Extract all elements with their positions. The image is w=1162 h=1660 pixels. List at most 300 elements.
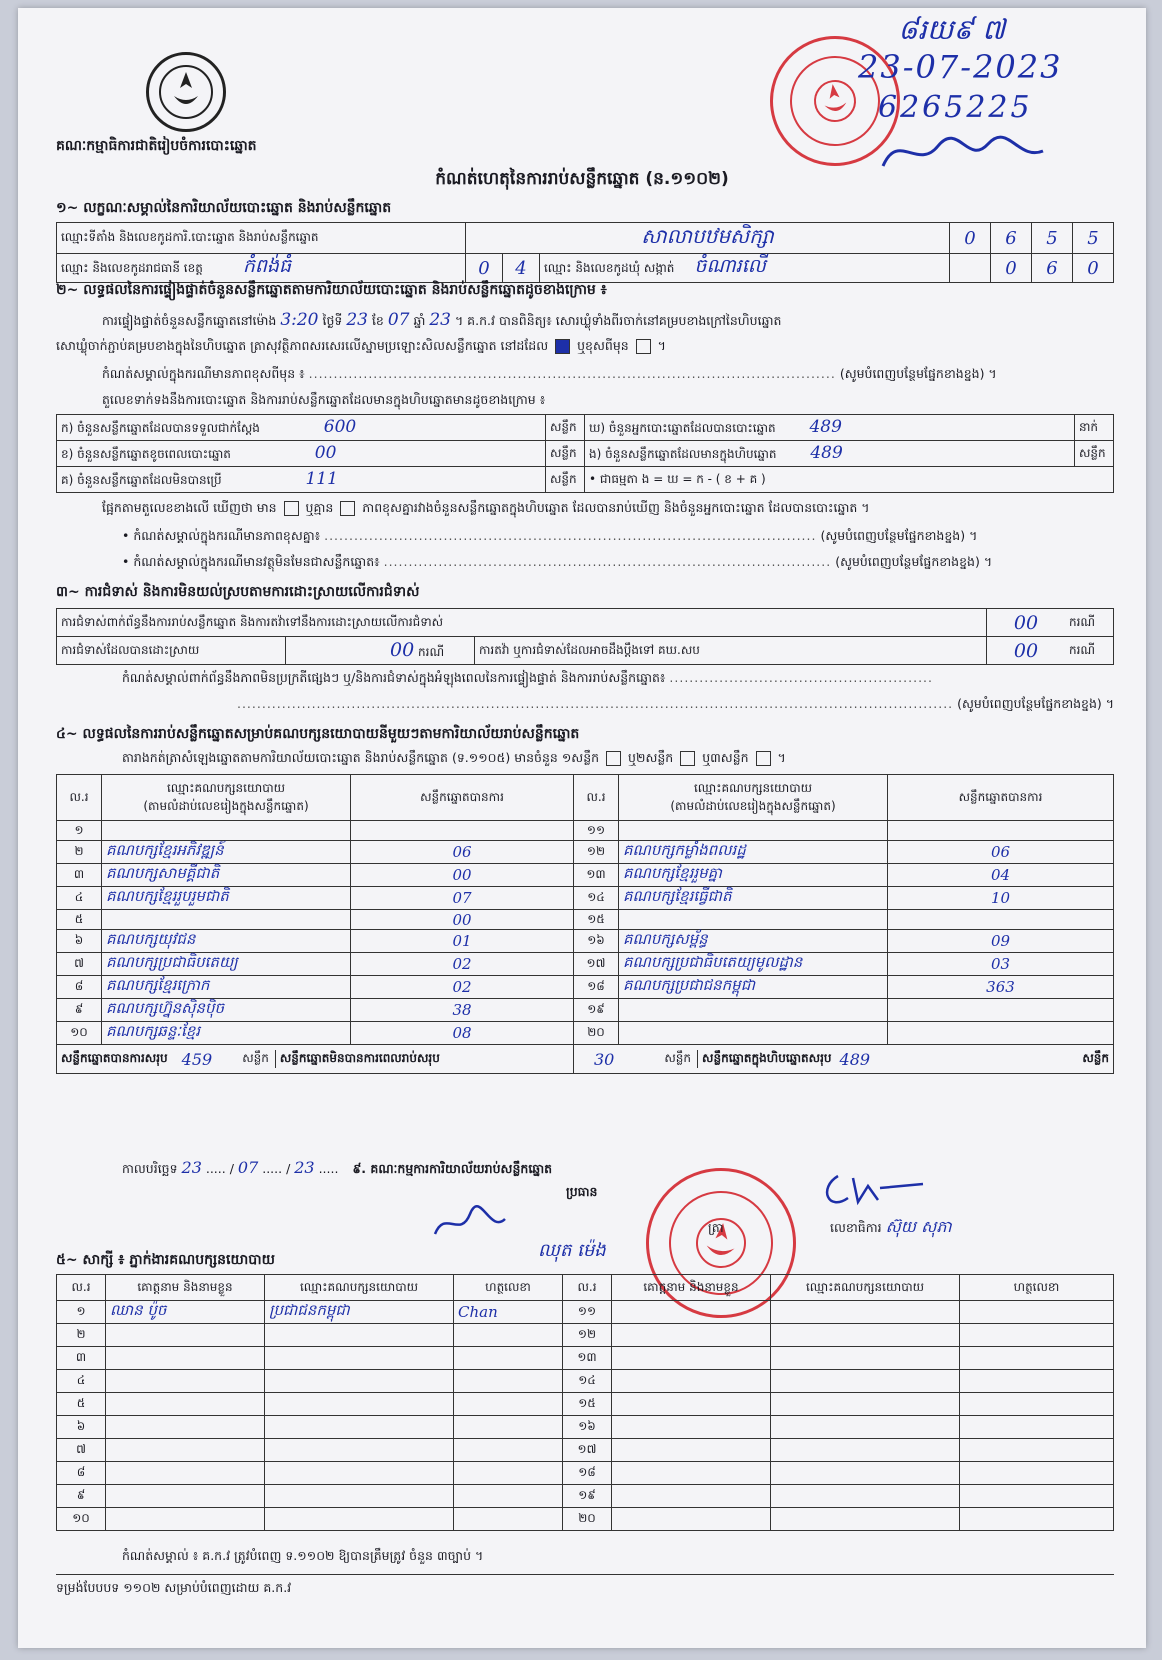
witness-name (106, 1347, 265, 1370)
tally-or-2: ឬ២សន្លឹក (628, 750, 674, 765)
table-row (57, 467, 1114, 493)
province-value: កំពង់ធំ (242, 255, 292, 277)
form-paper (18, 8, 1146, 1648)
witness-party (771, 1301, 960, 1324)
witness-no: ១១ (563, 1301, 612, 1324)
province-label: ឈ្មោះ និងលេខកូដរាជធានី ខេត្ត (61, 261, 203, 275)
footer-form-note: ទម្រង់បែបបទ ១១០២ សម្រាប់បំពេញដោយ គ.ក.វ (56, 1580, 292, 1595)
difference-bullet-line: • កំណត់សម្គាល់ក្នុងករណីមានភាពខុសគ្នា៖ ................................................................................................... (សូមបំពេញបន្ថែមផ្នែកខាងខ្នង) ។ (122, 528, 978, 543)
stamp-label: ត្រា (708, 1220, 724, 1235)
col-party-title: ឈ្មោះគណបក្សនយោបាយ (166, 780, 286, 795)
witness-name (612, 1462, 771, 1485)
witness-signature (454, 1462, 563, 1485)
has-discrepancy-checkbox[interactable] (284, 501, 299, 516)
witness-no: ៩ (57, 1485, 106, 1508)
section5-heading: ៥~ សាក្សី ៖ ភ្នាក់ងារគណបក្សនយោបាយ (56, 1252, 275, 1268)
col-party-header (102, 775, 351, 821)
location-table (56, 222, 1114, 283)
tally-sheets-line: តារាងកត់ត្រាសំឡេងឆ្នោតតាមការិយាល័យបោះឆ្នោត និងរាប់សន្លឹកឆ្នោត (ទ.១១០៥) មានចំនួន ១សន្លឹក ឬ២សន្លឹក ឬ៣សន្លឹក ។ (122, 750, 786, 765)
secretary-name: ស៊ុយ សុភា (885, 1217, 952, 1236)
party-name: គណបក្សហ្វ៊ុនស៊ិនប៉ិច (102, 999, 351, 1022)
witness-no: ១ (57, 1301, 106, 1324)
table-row (57, 930, 1114, 953)
stamp-emblem-icon (807, 73, 863, 129)
totals-row (57, 1045, 1114, 1074)
party-votes (888, 821, 1114, 841)
figure-value2: 489 (810, 443, 843, 463)
party-name: គណបក្សសម្ព័ន្ធ (619, 930, 888, 953)
tally-sheets-text: តារាងកត់ត្រាសំឡេងឆ្នោតតាមការិយាល័យបោះឆ្នោត និងរាប់សន្លឹកឆ្នោត (ទ.១១០៥) មានចំនួន ១សន្លឹក (122, 750, 600, 765)
commune-code-digit (950, 254, 991, 283)
witness-name (612, 1370, 771, 1393)
figure-unit2: នាក់ (1075, 415, 1114, 441)
party-name: គណបក្សខ្មែរអភិវឌ្ឍន៍ (102, 841, 351, 864)
party-name (102, 821, 351, 841)
total-invalid-value: 30 (594, 1049, 615, 1069)
different-checkbox[interactable] (636, 339, 651, 354)
section2-heading: ២~ លទ្ធផលនៃការផ្ទៀងផ្ទាត់ចំនួនសន្លឹកឆ្នោតតាមការិយាល័យបោះឆ្នោត និងរាប់សន្លឹកឆ្នោតដូចខាងក្រោម ៖ (56, 282, 607, 298)
party-no: ១៤ (574, 887, 619, 910)
party-no: ៥ (57, 910, 102, 930)
two-sheets-checkbox[interactable] (680, 751, 695, 766)
discrepancy-text-c: ភាពខុសគ្នារវាងចំនួនសន្លឹកឆ្នោតក្នុងហិបឆ្នោត ដែលបានរាប់ឃើញ និងចំនួនអ្នកបោះឆ្នោត ដែលបានបោះឆ្នោត ។ (362, 500, 870, 515)
verification-text-d: ឆ្នាំ (413, 313, 426, 328)
party-votes (888, 910, 1114, 930)
verification-time: 3:20 (280, 310, 319, 330)
footer-divider (56, 1574, 1114, 1575)
date-label: កាលបរិច្ឆេទ (122, 1161, 178, 1176)
difference-bullet: • កំណត់សម្គាល់ក្នុងករណីមានភាពខុសគ្នា៖ (122, 528, 321, 543)
witness-name (612, 1301, 771, 1324)
witness-name (106, 1370, 265, 1393)
party-name (619, 1022, 888, 1045)
party-votes: 06 (351, 841, 574, 864)
witness-party: ប្រជាជនកម្ពុជា (265, 1301, 454, 1324)
witness-name (612, 1324, 771, 1347)
party-votes: 02 (351, 976, 574, 999)
witness-party (265, 1324, 454, 1347)
org-name: គណៈកម្មាធិការជាតិរៀបចំការបោះឆ្នោត (56, 138, 257, 154)
witness-party (771, 1324, 960, 1347)
total-box-value: 489 (839, 1049, 871, 1069)
secretary-label: លេខាធិការ (830, 1220, 882, 1235)
witness-signature (960, 1347, 1114, 1370)
date-day: 23 (181, 1158, 202, 1177)
province-code-digit: 0 (466, 254, 503, 283)
three-sheets-checkbox[interactable] (756, 751, 771, 766)
national-emblem-logo (146, 52, 226, 132)
witness-signature (454, 1485, 563, 1508)
witness-name: ឈាន ប៉ូច (106, 1301, 265, 1324)
witness-no: ១៦ (563, 1416, 612, 1439)
footnote: កំណត់សម្គាល់ ៖ គ.ក.វ ត្រូវបំពេញ ទ.១១០២ ឱ្យបានត្រឹមត្រូវ ចំនួន ៣ច្បាប់ ។ (122, 1548, 484, 1563)
discrepancy-line (102, 500, 870, 519)
witness-name (106, 1393, 265, 1416)
party-no: ៧ (57, 953, 102, 976)
tally-or-3: ឬ៣សន្លឹក (702, 750, 749, 765)
table-row (57, 415, 1114, 441)
party-votes (351, 821, 574, 841)
appeal-unit: ករណី (1065, 637, 1114, 665)
witness-party (265, 1370, 454, 1393)
figure-label2: ង) ចំនួនសន្លឹកឆ្នោតដែលមានក្នុងហិបឆ្នោត (589, 447, 777, 461)
party-name: គណបក្សសាមគ្គីជាតិ (102, 864, 351, 887)
witness-party (265, 1393, 454, 1416)
location-code-digit: 5 (1073, 223, 1114, 254)
witness-party (265, 1347, 454, 1370)
party-votes: 06 (888, 841, 1114, 864)
location-code-digit: 0 (950, 223, 991, 254)
party-no: ១០ (57, 1022, 102, 1045)
witness-no: ៥ (57, 1393, 106, 1416)
party-results-table (56, 774, 1114, 1074)
witness-name (106, 1324, 265, 1347)
witness-party (771, 1347, 960, 1370)
witness-party (771, 1508, 960, 1531)
party-name: គណបក្សខ្មែររួមគ្នា (619, 864, 888, 887)
complaints-label: ការជំទាស់ពាក់ព័ន្ធនឹងការរាប់សន្លឹកឆ្នោត និងការតវ៉ាទៅនឹងការដោះស្រាយលើការជំទាស់ (57, 609, 987, 637)
witness-name (612, 1393, 771, 1416)
party-name (619, 821, 888, 841)
witness-signature (454, 1324, 563, 1347)
col-votes-header: សន្លឹកឆ្នោតបានការ (351, 775, 574, 821)
witness-no: ១០ (57, 1508, 106, 1531)
irregularity-note: កំណត់សម្គាល់ពាក់ព័ន្ធនឹងភាពមិនប្រក្រតីផ្សេងៗ ឬ/និងការជំទាស់ក្នុងអំឡុងពេលនៃការផ្ទៀងផ្ទាត់ និងការរាប់សន្លឹកឆ្នោត៖ (122, 670, 666, 685)
party-no: ៣ (57, 864, 102, 887)
total-valid-value: 459 (181, 1049, 213, 1069)
party-name (619, 999, 888, 1022)
witness-no: ៨ (57, 1462, 106, 1485)
witness-signature (960, 1508, 1114, 1531)
resolved-value: 00 (390, 639, 415, 661)
witness-no: ២០ (563, 1508, 612, 1531)
table-row (57, 887, 1114, 910)
witness-party (265, 1462, 454, 1485)
party-no: ១៨ (574, 976, 619, 999)
witness-signature (960, 1393, 1114, 1416)
witness-name (612, 1347, 771, 1370)
ballot-figures-table (56, 414, 1114, 493)
one-sheet-checkbox[interactable] (606, 751, 621, 766)
figure-label: ក) ចំនួនសន្លឹកឆ្នោតដែលបានទទួលជាក់ស្តែង (61, 421, 260, 435)
col-no-header: ល.រ (574, 775, 619, 821)
president-name: ឈុត ម៉េង (538, 1240, 606, 1261)
w-col-sign: ហត្ថលេខា (454, 1275, 563, 1301)
table-row (57, 999, 1114, 1022)
party-no: ៨ (57, 976, 102, 999)
witness-signature (454, 1347, 563, 1370)
party-no: ២ (57, 841, 102, 864)
witness-signature (960, 1324, 1114, 1347)
president-label: ប្រធាន (566, 1184, 598, 1199)
president-signature (430, 1204, 510, 1244)
date-year: 23 (294, 1158, 315, 1177)
table-row (57, 864, 1114, 887)
verification-year: 23 (429, 310, 451, 330)
party-no: ១៦ (574, 930, 619, 953)
party-no: ២០ (574, 1022, 619, 1045)
col-no-header: ល.រ (57, 775, 102, 821)
party-votes: 00 (351, 864, 574, 887)
witness-name (612, 1439, 771, 1462)
table-row (57, 1022, 1114, 1045)
stamp-number: 6265225 (878, 90, 1033, 125)
emblem-icon (156, 62, 216, 122)
witness-signature: Chan (454, 1301, 563, 1324)
table-row (57, 1393, 1114, 1416)
witness-party (771, 1370, 960, 1393)
party-votes: 00 (351, 910, 574, 930)
handwritten-note-top: ៨រយ៩ ៧ (898, 13, 1006, 46)
witness-signature (960, 1301, 1114, 1324)
section3-heading: ៣~ ការជំទាស់ និងការមិនយល់ស្របតាមការដោះស្រាយលើការជំទាស់ (56, 584, 420, 600)
w-col-no: ល.រ (57, 1275, 106, 1301)
seal-status-line: សោឃ្លុំចាក់ភ្ជាប់គម្របខាងក្នុងនៃហិបឆ្នោត ត្រាសុវត្ថិភាពសរសេរលើស្នាមប្រឡោះសិលសន្លឹកឆ្នោត នៅដដែល ឬខុសពីមុន ។ (56, 338, 666, 353)
discrepancy-text-a: ផ្អែកតាមតួលេខខាងលើ ឃើញថា មាន (102, 500, 277, 515)
figure-unit2: សន្លឹក (1075, 441, 1114, 467)
party-no: ១៩ (574, 999, 619, 1022)
verification-month: 07 (387, 310, 410, 330)
table-row (57, 976, 1114, 999)
form-title: កំណត់ហេតុនៃការរាប់សន្លឹកឆ្នោត (ន.១១០២) (435, 169, 729, 189)
party-votes: 01 (351, 930, 574, 953)
discrepancy-text-b: ឬគ្មាន (305, 500, 334, 515)
total-invalid-label: សន្លឹកឆ្នោតមិនបានការពេលរាប់សរុប (279, 1051, 440, 1065)
total-box-label: សន្លឹកឆ្នោតក្នុងហិបឆ្នោតសរុប (702, 1051, 832, 1065)
witness-signature (454, 1508, 563, 1531)
verification-line (102, 310, 781, 332)
party-no: ៦ (57, 930, 102, 953)
figure-label: គ) ចំនួនសន្លឹកឆ្នោតដែលមិនបានប្រើ (61, 473, 222, 487)
date-month: 07 (237, 1158, 259, 1177)
province-code-digit: 4 (503, 254, 540, 283)
witness-name (106, 1416, 265, 1439)
col-party-title: ឈ្មោះគណបក្សនយោបាយ (693, 780, 813, 795)
witness-name (612, 1485, 771, 1508)
witness-no: ៣ (57, 1347, 106, 1370)
table-row (57, 1324, 1114, 1347)
party-name: គណបក្សឆន្ទៈខ្មែរ (102, 1022, 351, 1045)
table-row (57, 1462, 1114, 1485)
total-valid-label: សន្លឹកឆ្នោតបានការសរុប (61, 1051, 168, 1065)
witness-party (265, 1485, 454, 1508)
w-col-name: គោត្តនាម និងនាមខ្លួន (106, 1275, 265, 1301)
no-discrepancy-checkbox[interactable] (340, 501, 355, 516)
party-votes: 07 (351, 887, 574, 910)
witness-no: ១៤ (563, 1370, 612, 1393)
w-col-sign: ហត្ថលេខា (960, 1275, 1114, 1301)
figure-unit: សន្លឹក (546, 467, 585, 493)
complaints-unit: ករណី (1065, 609, 1114, 637)
table-row (57, 441, 1114, 467)
witness-party (265, 1416, 454, 1439)
witness-no: ៤ (57, 1370, 106, 1393)
party-votes: 10 (888, 887, 1114, 910)
party-votes: 38 (351, 999, 574, 1022)
foreign-object-bullet: • កំណត់សម្គាល់ក្នុងករណីមានវត្ថុមិនមែនជាសន្លឹកឆ្នោត៖ (122, 554, 380, 569)
ballot-figures-intro: តួលេខទាក់ទងនឹងការបោះឆ្នោត និងការរាប់សន្លឹកឆ្នោតដែលមានក្នុងហិបឆ្នោតមានដូចខាងក្រោម ៖ (102, 392, 546, 407)
table-row (57, 1347, 1114, 1370)
witness-name (106, 1485, 265, 1508)
irregularity-note-fill-line: ................................................................................................................................................ (សូមបំពេញបន្ថែមផ្នែកខាងខ្នង) ។ (236, 696, 1114, 711)
col-votes-header: សន្លឹកឆ្នោតបានការ (888, 775, 1114, 821)
witness-no: ៧ (57, 1439, 106, 1462)
party-no: ១ (57, 821, 102, 841)
party-votes: 363 (888, 976, 1114, 999)
table-row (57, 841, 1114, 864)
location-code-digit: 5 (1032, 223, 1073, 254)
party-name: គណបក្សខ្មែរធ្វើជាតិ (619, 887, 888, 910)
witness-no: ១៩ (563, 1485, 612, 1508)
witness-table (56, 1274, 1114, 1531)
witness-signature (454, 1439, 563, 1462)
complaints-value: 00 (987, 609, 1066, 637)
table-row (57, 1439, 1114, 1462)
party-name: គណបក្សកម្លាំងពលរដ្ឋ (619, 841, 888, 864)
location-code-digit: 6 (991, 223, 1032, 254)
w-col-party: ឈ្មោះគណបក្សនយោបាយ (265, 1275, 454, 1301)
commune-code-digit: 6 (1032, 254, 1073, 283)
party-no: ១២ (574, 841, 619, 864)
witness-name (106, 1508, 265, 1531)
party-votes: 09 (888, 930, 1114, 953)
witness-party (265, 1508, 454, 1531)
figure-value2: 489 (809, 417, 842, 437)
figure-value: 00 (314, 443, 337, 463)
witness-signature (960, 1485, 1114, 1508)
party-no: ១១ (574, 821, 619, 841)
commune-label: ឈ្មោះ និងលេខកូដឃុំ សង្កាត់ (544, 261, 675, 275)
figure-value: 111 (305, 469, 338, 489)
witness-signature (960, 1416, 1114, 1439)
party-name: គណបក្សប្រជាជនកម្ពុជា (619, 976, 888, 999)
commune-code-digit: 0 (1073, 254, 1114, 283)
party-name (619, 910, 888, 930)
witness-party (771, 1393, 960, 1416)
party-no: ៤ (57, 887, 102, 910)
witness-no: ២ (57, 1324, 106, 1347)
party-no: ៩ (57, 999, 102, 1022)
resolved-unit: ករណី (418, 645, 445, 659)
verification-text-c: ខែ (371, 313, 384, 328)
seal-status-text: សោឃ្លុំចាក់ភ្ជាប់គម្របខាងក្នុងនៃហិបឆ្នោត ត្រាសុវត្ថិភាពសរសេរលើស្នាមប្រឡោះសិលសន្លឹកឆ្នោត នៅដដែល (56, 338, 549, 353)
witness-name (612, 1508, 771, 1531)
total-box-unit: សន្លឹក (1082, 1051, 1109, 1065)
witness-signature (454, 1370, 563, 1393)
figure-value: 600 (323, 417, 357, 437)
witness-name (106, 1439, 265, 1462)
section4-heading: ៤~ លទ្ធផលនៃការរាប់សន្លឹកឆ្នោតសម្រាប់គណបក្សនយោបាយនីមួយៗតាមការិយាល័យរាប់សន្លឹកឆ្នោត (56, 726, 580, 742)
formula-note: • ជាធម្មតា ង = ឃ = ក - ( ខ + គ ) (585, 467, 1114, 493)
witness-no: ១៣ (563, 1347, 612, 1370)
difference-note-label: កំណត់សម្គាល់ក្នុងករណីមានភាពខុសពីមុន ៖ (102, 366, 305, 381)
witness-no: ១៨ (563, 1462, 612, 1485)
party-name: គណបក្សយុវជន (102, 930, 351, 953)
figure-label: ខ) ចំនួនសន្លឹកឆ្នោតខូចពេលបោះឆ្នោត (61, 447, 231, 461)
appeal-value: 00 (987, 637, 1066, 665)
party-name: គណបក្សខ្មែររួបរួមជាតិ (102, 887, 351, 910)
witness-no: ១៧ (563, 1439, 612, 1462)
resolved-label: ការជំទាស់ដែលបានដោះស្រាយ (57, 637, 286, 665)
table-row (57, 1485, 1114, 1508)
party-votes (888, 999, 1114, 1022)
difference-note-fill: (សូមបំពេញបន្ថែមផ្នែកខាងខ្នង) ។ (839, 366, 997, 381)
party-name: គណបក្សប្រជាធិបតេយ្យ (102, 953, 351, 976)
party-votes: 02 (351, 953, 574, 976)
witness-party (771, 1416, 960, 1439)
party-no: ១៣ (574, 864, 619, 887)
figure-label2: ឃ) ចំនួនអ្នកបោះឆ្នោតដែលបានបោះឆ្នោត (589, 421, 776, 435)
col-party-sub: (តាមលំដាប់លេខរៀងក្នុងសន្លឹកឆ្នោត) (670, 798, 836, 813)
witness-name (106, 1462, 265, 1485)
table-row (57, 1508, 1114, 1531)
table-row (57, 953, 1114, 976)
table-row (57, 910, 1114, 930)
stamp-date: 23-07-2023 (858, 48, 1063, 86)
total-invalid-unit: សន្លឹក (664, 1050, 698, 1068)
seal-status-or: ឬខុសពីមុន (577, 338, 629, 353)
party-name: គណបក្សប្រជាធិបតេយ្យមូលដ្ឋាន (619, 953, 888, 976)
party-no: ១៥ (574, 910, 619, 930)
committee-label: ៩. គណៈកម្មការការិយាល័យរាប់សន្លឹកឆ្នោត (352, 1161, 553, 1176)
irregularity-note-line: កំណត់សម្គាល់ពាក់ព័ន្ធនឹងភាពមិនប្រក្រតីផ្សេងៗ ឬ/និងការជំទាស់ក្នុងអំឡុងពេលនៃការផ្ទៀងផ្ទាត់ និងការរាប់សន្លឹកឆ្នោត៖ ..................................................... (122, 670, 933, 685)
witness-party (265, 1439, 454, 1462)
witness-rows (57, 1301, 1114, 1531)
witness-signature (454, 1393, 563, 1416)
location-value: សាលាបឋមសិក្សា (466, 223, 950, 254)
party-name: គណបក្សខ្មែរក្រោក (102, 976, 351, 999)
figure-unit: សន្លឹក (546, 415, 585, 441)
table-row (57, 1301, 1114, 1324)
party-votes: 03 (888, 953, 1114, 976)
witness-signature (960, 1370, 1114, 1393)
party-no: ១៧ (574, 953, 619, 976)
complaints-table (56, 608, 1114, 665)
party-votes: 04 (888, 864, 1114, 887)
secretary-line (830, 1216, 952, 1240)
commune-value: ចំណារលើ (694, 255, 766, 277)
party-name (102, 910, 351, 930)
verification-text-e: ។ គ.ក.វ បានពិនិត្យ៖ សោរឃ្លុំទាំងពីរចាក់នៅគម្របខាងក្រៅនៃហិបឆ្នោត (454, 313, 782, 328)
witness-no: ១៥ (563, 1393, 612, 1416)
irregularity-fill: (សូមបំពេញបន្ថែមផ្នែកខាងខ្នង) ។ (957, 696, 1114, 711)
witness-party (771, 1462, 960, 1485)
witness-signature (960, 1462, 1114, 1485)
foreign-object-bullet-fill: (សូមបំពេញបន្ថែមផ្នែកខាងខ្នង) ។ (835, 554, 993, 569)
table-row (57, 1370, 1114, 1393)
foreign-object-bullet-line: • កំណត់សម្គាល់ក្នុងករណីមានវត្ថុមិនមែនជាសន្លឹកឆ្នោត៖ .......................................................................................... (សូមបំពេញបន្ថែមផ្នែកខាងខ្នង) ។ (122, 554, 993, 569)
difference-note-line: កំណត់សម្គាល់ក្នុងករណីមានភាពខុសពីមុន ៖ .......................................................................................................... (សូមបំពេញបន្ថែមផ្នែកខាងខ្នង) ។ (102, 366, 997, 381)
witness-signature (960, 1439, 1114, 1462)
col-party-sub: (តាមលំដាប់លេខរៀងក្នុងសន្លឹកឆ្នោត) (143, 798, 309, 813)
secretary-signature (818, 1168, 928, 1214)
witness-party (771, 1439, 960, 1462)
verification-text-b: ថ្ងៃទី (322, 313, 343, 328)
witness-no: ៦ (57, 1416, 106, 1439)
appeal-label: ការតវ៉ា ឬការជំទាស់ដែលអាចដឹងប្តឹងទៅ គឃ.សប (475, 637, 987, 665)
section1-heading: ១~ លក្ខណៈសម្គាល់នៃការិយាល័យបោះឆ្នោត និងរាប់សន្លឹកឆ្នោត (56, 200, 392, 216)
same-as-before-checkbox[interactable] (555, 339, 570, 354)
location-label: ឈ្មោះទីតាំង និងលេខកូដការិ.បោះឆ្នោត និងរាប់សន្លឹកឆ្នោត (57, 223, 466, 254)
table-row (57, 1416, 1114, 1439)
witness-signature (454, 1416, 563, 1439)
witness-party (771, 1485, 960, 1508)
total-valid-unit: សន្លឹក (242, 1050, 276, 1068)
witness-no: ១២ (563, 1324, 612, 1347)
w-col-no: ល.រ (563, 1275, 612, 1301)
w-col-name: គោត្តនាម និងនាមខ្លួន (612, 1275, 771, 1301)
party-votes: 08 (351, 1022, 574, 1045)
